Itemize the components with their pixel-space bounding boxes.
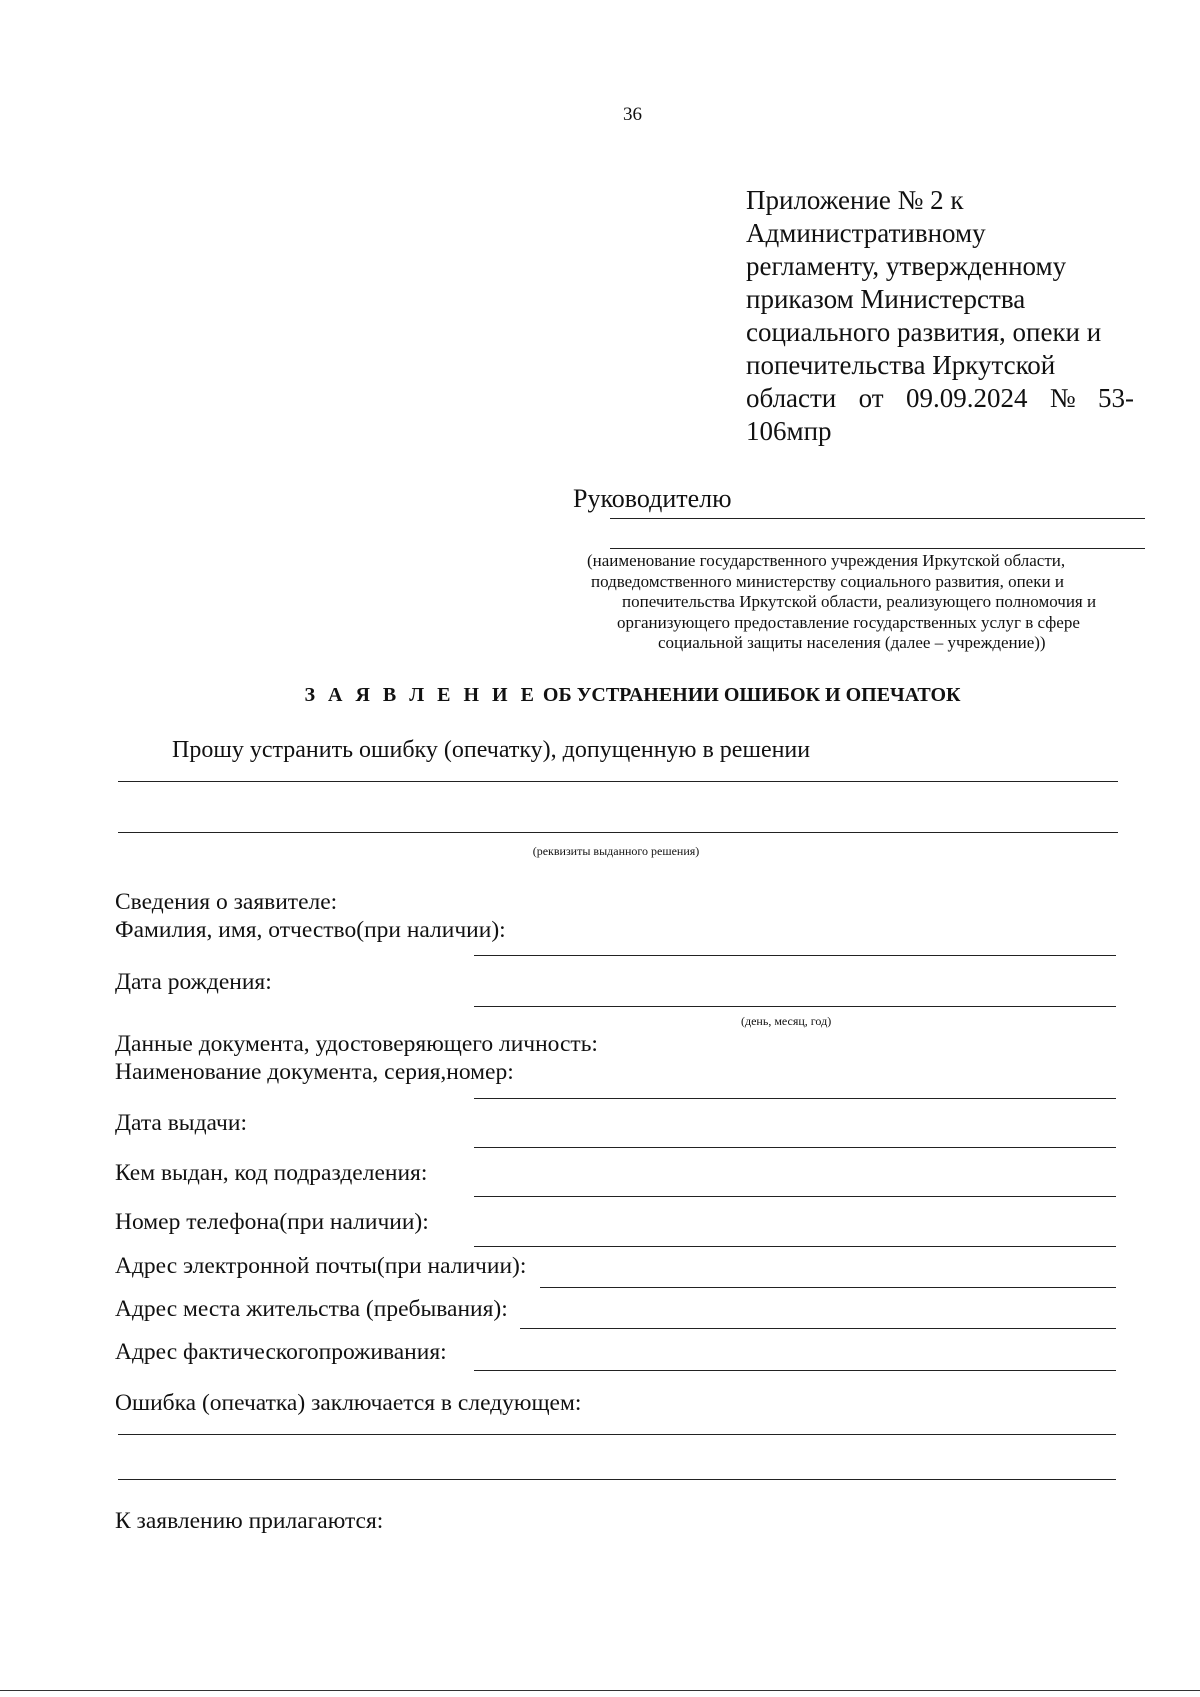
page-bottom-rule (0, 1690, 1200, 1691)
issue-date-label: Дата выдачи: (115, 1110, 247, 1136)
email-field[interactable] (540, 1287, 1116, 1288)
id-document-label: Данные документа, удостоверяющего личность: (115, 1031, 598, 1057)
decision-field-second[interactable] (118, 832, 1118, 833)
addressee-label: Руководителю (573, 484, 732, 513)
issued-by-label: Кем выдан, код подразделения: (115, 1160, 428, 1186)
appendix-date-part: 53- (1097, 383, 1134, 413)
birth-date-label: Дата рождения: (115, 969, 272, 995)
institution-caption-line: социальной защиты населения (далее – учреждение)) (658, 633, 1046, 652)
appendix-line: Приложение № 2 к (746, 185, 964, 215)
addressee-field[interactable] (610, 518, 1145, 519)
applicant-heading: Сведения о заявителе: (115, 889, 338, 915)
full-name-label: Фамилия, имя, отчество(при наличии): (115, 917, 506, 943)
appendix-date-part: № (1049, 383, 1076, 413)
institution-caption-line: организующего предоставление государственных услуг в сфере (617, 612, 1080, 632)
appendix-line: приказом Министерства (746, 284, 1026, 314)
institution-caption-line: попечительства Иркутской области, реализующего полномочия и (622, 592, 1097, 611)
appendix-date-part: области (746, 383, 837, 413)
appendix-date-part: от (858, 383, 884, 413)
page-number: 36 (623, 104, 642, 125)
document-title-spaced: З А Я В Л Е Н И Е (304, 684, 538, 706)
appendix-date-line (746, 382, 1134, 415)
error-description-label: Ошибка (опечатка) заключается в следующем: (115, 1390, 582, 1416)
error-description-field-second[interactable] (118, 1479, 1116, 1480)
birth-date-caption: (день, месяц, год) (741, 1014, 832, 1028)
actual-address-field[interactable] (474, 1370, 1116, 1371)
appendix-date-part: 09.09.2024 (905, 383, 1028, 413)
institution-caption-line: подведомственного министерству социального развития, опеки и (591, 571, 1064, 591)
addressee-field-second[interactable] (610, 548, 1145, 549)
actual-address-label: Адрес фактическогопроживания: (115, 1339, 447, 1365)
institution-caption (560, 551, 1150, 654)
document-name-label: Наименование документа, серия,номер: (115, 1059, 514, 1085)
appendix-line: Административному (746, 218, 986, 248)
error-description-field[interactable] (118, 1434, 1116, 1435)
birth-date-field[interactable] (474, 1006, 1116, 1007)
residence-address-field[interactable] (520, 1328, 1116, 1329)
document-title-rest: ОБ УСТРАНЕНИИ ОШИБОК И ОПЕЧАТОК (537, 684, 961, 706)
appendix-reference (746, 184, 1146, 448)
request-text: Прошу устранить ошибку (опечатку), допущенную в решении (172, 737, 811, 763)
appendix-line: попечительства Иркутской (746, 350, 1056, 380)
decision-field[interactable] (118, 781, 1118, 782)
residence-address-label: Адрес места жительства (пребывания): (115, 1296, 508, 1322)
full-name-field[interactable] (474, 955, 1116, 956)
appendix-line: регламенту, утвержденному (746, 251, 1067, 281)
document-title (0, 684, 1200, 707)
issue-date-field[interactable] (474, 1147, 1116, 1148)
email-label: Адрес электронной почты(при наличии): (115, 1253, 527, 1279)
institution-caption-line: (наименование государственного учреждения Иркутской области, (587, 551, 1066, 570)
phone-field[interactable] (474, 1246, 1116, 1247)
attachments-label: К заявлению прилагаются: (115, 1508, 384, 1534)
phone-label: Номер телефона(при наличии): (115, 1209, 429, 1235)
appendix-line: социального развития, опеки и (746, 317, 1102, 347)
appendix-order-number: 106мпр (746, 416, 832, 446)
decision-caption: (реквизиты выданного решения) (532, 844, 700, 858)
issued-by-field[interactable] (474, 1196, 1116, 1197)
document-name-field[interactable] (474, 1098, 1116, 1099)
